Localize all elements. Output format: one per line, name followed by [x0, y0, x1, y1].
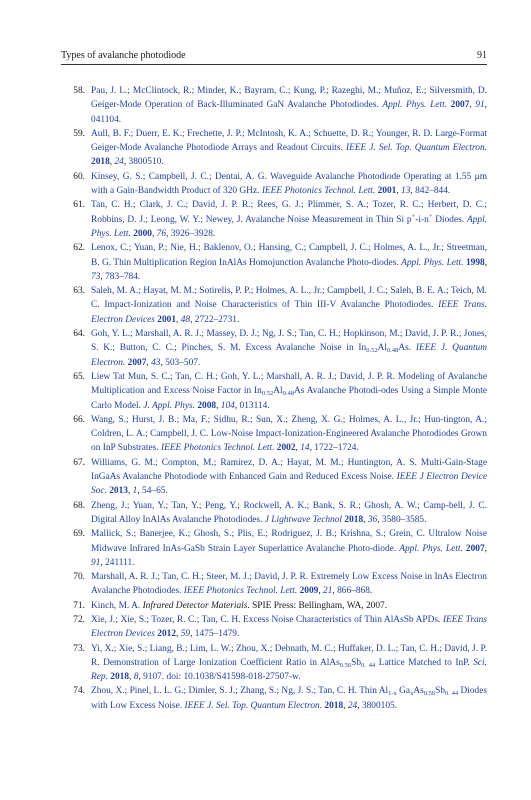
reference-journal: IEEE Photonics Technol. Lett. — [261, 186, 376, 197]
reference-number: 74. — [73, 686, 85, 697]
reference-journal: IEEE J. Sel. Top. Quantum Electron. — [184, 700, 323, 711]
reference-journal: J. Appl. Phys. — [143, 400, 195, 411]
reference-year: 2018 — [344, 514, 364, 525]
reference-authors: Pau, J. L.; McClintock, R.; Minder, K.; Bayram, C.; Kung, P.; Razeghi, M.; Muñoz, E.; Silversmith, D. — [91, 86, 487, 96]
reference-title: Excess Noise Characteristics of Thin AlAsSb APDs. — [240, 614, 441, 625]
reference-publisher: SPIE Press: Bellingham, WA, 2007. — [252, 600, 388, 611]
reference-title-part: Lattice Matched to InP. — [375, 657, 470, 668]
running-title: Types of avalanche photodiode — [61, 50, 186, 61]
reference-title: Multi-Gain-Stage InGaAs Avalanche Photodiode with Enhanced Gain and Reduced Excess Noise. — [91, 457, 487, 483]
reference-title-part: -i-n — [415, 214, 429, 225]
reference-authors: Wang, S.; Hurst, J. B.; Ma, F.; Sidhu, R.; Sun, X.; Zheng, X. G.; Holmes, A. L., Jr.; Hun-tington, A.; Coldren, L. A.; Campbell, J. C. — [91, 414, 487, 440]
reference-title-sup: + — [428, 212, 433, 220]
reference-volume: 24 — [114, 157, 124, 168]
reference-pages: 3926–3928. — [170, 228, 216, 239]
reference-journal: IEEE Trans Electron Devices — [91, 614, 488, 640]
reference-pages: 866–868. — [337, 586, 373, 597]
reference-journal: J Lightwave Technol — [264, 514, 343, 525]
reference-pages: 9107. doi: 10.1038/S41598-018-27507-w. — [143, 672, 301, 683]
reference-volume: 24 — [347, 700, 358, 711]
reference-year: 2002 — [276, 443, 296, 454]
reference-title-sup: + — [411, 212, 416, 220]
reference-pages: 241111. — [105, 557, 135, 568]
reference-year: 2018 — [91, 157, 110, 168]
reference-title-sub: 0.48 — [282, 390, 294, 398]
reference-volume: 91 — [475, 100, 485, 111]
reference-year: 2008 — [197, 400, 217, 411]
reference-journal: Appl. Phys. Lett. — [382, 100, 448, 111]
reference-journal: Sci. Rep. — [91, 657, 488, 683]
reference-title: Thin Multiplication Region InAlAs Homojunction Avalanche Photo-diodes. — [111, 257, 399, 268]
reference-year: 2000 — [133, 228, 152, 239]
reference-title-part: Sb — [435, 686, 446, 697]
reference-number: 62. — [73, 243, 85, 254]
reference-authors: Kinch, M. A. — [91, 600, 141, 611]
reference-item — [61, 327, 487, 370]
reference-title: Avalanche Noise Measurement in Thin Si p — [242, 214, 412, 225]
reference-title-sub: 0.52 — [261, 390, 274, 398]
reference-year: 2007 — [465, 543, 485, 554]
reference-number: 69. — [73, 529, 85, 540]
reference-item — [61, 642, 487, 685]
reference-item — [61, 599, 487, 613]
reference-pages: 503–507. — [165, 357, 201, 368]
reference-pages: 783–784. — [105, 271, 141, 282]
reference-pages: 842–844. — [415, 186, 451, 197]
reference-item — [61, 684, 487, 713]
reference-title: Large-Format Geiger-Mode Avalanche Photodiode Arrays and Readout Circuits. — [91, 128, 487, 154]
reference-pages: 041104. — [91, 114, 122, 125]
reference-journal: Appl. Phys. Lett. — [401, 257, 464, 268]
reference-number: 66. — [73, 414, 85, 425]
reference-number: 63. — [73, 286, 85, 297]
reference-title-sub: 0.52 — [366, 347, 378, 355]
reference-title-sub: x — [410, 690, 414, 698]
reference-authors: Marshall, A. R. J.; Tan, C. H.; Steer, M. J.; David, J. P. R. — [91, 572, 309, 583]
reference-title: Impact-Ionization and Noise Characteristics of Thin III-V Avalanche Photodiodes. — [99, 300, 434, 311]
reference-title-part: Sb — [351, 657, 362, 668]
reference-title-sub: 0. 44 — [361, 661, 376, 669]
reference-volume: 104 — [220, 400, 235, 411]
reference-text: Zhou, X.; Pinel, L. L. G.; Dimler, S. J.; Zhang, S.; Ng, J. S.; Tan, C. H. Thin $Al_{1-x}$ $Ga_xAs_{0.56}Sb_{0. 44}$ Diodes with Low Excess Noise. IEEE J. Sel. Top. Quantum Electron. 2018, 24, 3800105. — [91, 686, 487, 711]
reference-title-part: Modeling of Avalanche Multiplication and Excess Noise Factor in In — [91, 371, 487, 397]
reference-year: 2007 — [450, 100, 470, 111]
reference-title-part: Diodes. — [432, 214, 465, 225]
reference-title-part: Al — [377, 343, 387, 354]
reference-item — [61, 370, 487, 413]
reference-pages: 1475–1479. — [194, 629, 240, 640]
reference-text: Mallick, S.; Banerjee, K.; Ghosh, S.; Plis, E.; Rodriguez, J. B.; Krishna, S.; Grein, C. Ultralow Noise Midwave Infrared InAs-GaSb Strain Layer Superlattice Avalanche Photo-diode. Appl. Phys. Lett. 2007, 91, 241111. — [91, 529, 487, 568]
reference-authors: Lenox, C.; Yuan, P.; Nie, H.; Baklenov, O.; Hansing, C.; Campbell, J. C.; Holmes, A. L., Jr.; Streetman, B. G. — [91, 243, 487, 268]
reference-authors: Liew Tat Mun, S. C.; Tan, C. H.; Goh, Y. L.; Marshall, A. R. J.; David, J. P. R. — [91, 371, 395, 382]
reference-number: 58. — [73, 86, 85, 96]
reference-volume: 8 — [133, 672, 139, 683]
reference-authors: Zheng, J.; Yuan, Y.; Tan, Y.; Peng, Y.; Rockwell, A. K.; Bank, S. R.; Ghosh, A. W.; Camp-bell, J. C. — [91, 500, 487, 511]
reference-journal: IEEE J. Quantum Electron. — [91, 343, 488, 368]
reference-item — [61, 170, 487, 199]
reference-title: Geiger-Mode Operation of Back-Illuminated GaN Avalanche Photodiodes. — [91, 100, 379, 111]
reference-title-sub: 0.56 — [423, 690, 436, 698]
reference-item — [61, 127, 487, 170]
reference-text: Zheng, J.; Yuan, Y.; Tan, Y.; Peng, Y.; Rockwell, A. K.; Bank, S. R.; Ghosh, A. W.; Camp-bell, J. C. Digital Alloy InAlAs Avalanche Photodiodes. J Lightwave Technol 2018, 36, 3580–3585. — [91, 500, 487, 525]
reference-item — [61, 456, 487, 499]
reference-title: Low-Noise Impact-Ionization-Engineered Avalanche Photodiodes Grown on InP Substrates. — [91, 429, 487, 454]
reference-item — [61, 241, 487, 284]
reference-title-sub: 1-x — [388, 690, 397, 698]
reference-title-part: Diodes with Low Excess Noise. — [91, 686, 487, 711]
reference-title-part: Excess Avalanche Noise in In — [240, 343, 367, 354]
reference-volume: 36 — [367, 514, 378, 525]
reference-authors: Yi, X.; Xie, S.; Liang, B.; Lim, L. W.; Zhou, X.; Debnath, M. C.; Huffaker, D. L.; Tan, C. H.; David, J. P. R. — [91, 643, 487, 668]
reference-year: 2018 — [324, 700, 344, 711]
reference-journal: IEEE Photonics Technol. Lett. — [160, 443, 275, 454]
reference-authors: Xie, J.; Xie, S.; Tozer, R. C.; Tan, C. H. — [91, 614, 241, 625]
reference-authors: Kinsey, G. S.; Campbell, J. C.; Dentai, A. G. — [91, 171, 267, 182]
reference-journal: IEEE J Electron Device Soc. — [91, 472, 488, 497]
reference-text: Saleh, M. A.; Hayat, M. M.; Sotirelis, P. P.; Holmes, A. L., Jr.; Campbell, J. C.; Saleh, B. E. A.; Teich, M. C. Impact-Ionization and Noise Characteristics of Thin III-V Avalanche Photodiodes. IEEE Trans. Electron Devices 2001, 48, 2722–2731. — [91, 286, 487, 325]
reference-title-part: As Avalanche Photodi-odes Using a Simple Monte Carlo Model. — [91, 386, 487, 411]
reference-text: Pau, J. L.; McClintock, R.; Minder, K.; Bayram, C.; Kung, P.; Razeghi, M.; Muñoz, E.; Silversmith, D. Geiger-Mode Operation of Back-Illuminated GaN Avalanche Photodiodes. Appl. Phys. Lett. 2007, 91, 041104. — [91, 86, 488, 125]
reference-pages: 3580–3585. — [381, 514, 427, 525]
reference-number: 70. — [73, 572, 85, 583]
reference-volume: 21 — [323, 586, 333, 597]
reference-item — [61, 284, 487, 327]
reference-item — [61, 84, 487, 127]
reference-text: Marshall, A. R. J.; Tan, C. H.; Steer, M. J.; David, J. P. R. Extremely Low Excess Noise in InAs Electron Avalanche Photodiodes. IEEE Photonics Technol. Lett. 2009, 21, 866–868. — [91, 572, 487, 597]
reference-volume: 48 — [180, 314, 191, 325]
reference-authors: Zhou, X.; Pinel, L. L. G.; Dimler, S. J.; Zhang, S.; Ng, J. S.; Tan, C. H. — [91, 686, 357, 697]
reference-item — [61, 198, 487, 241]
reference-authors: Tan, C. H.; Clark, J. C.; David, J. P. R.; Rees, G. J.; Plimmer, S. A.; Tozer, R. C.; Herbert, D. C.; Robbins, D. J.; Leong, W. Y.; Newey, J. — [91, 200, 487, 225]
reference-title-part: Thin Al — [357, 686, 389, 697]
reference-text: Yi, X.; Xie, S.; Liang, B.; Lim, L. W.; Zhou, X.; Debnath, M. C.; Huffaker, D. L.; Tan, C. H.; David, J. P. R. Demonstration of Large Ionization Coefficient Ratio in $AlAs_{0.56}Sb_{0. 44}$ Lattice Matched to InP. Sci. Rep. 2018, 8, 9107. doi: 10.1038/S41598-018-27507-w. — [91, 643, 488, 683]
reference-journal: IEEE Photonics Technol. Lett. — [183, 586, 298, 597]
reference-year: 2001 — [157, 314, 177, 325]
reference-number: 64. — [73, 329, 85, 340]
reference-title: Ultralow Noise Midwave Infrared InAs-GaSb Strain Layer Superlattice Avalanche Photo-diode. — [91, 529, 487, 554]
reference-item — [61, 499, 487, 528]
reference-volume: 14 — [300, 443, 310, 454]
reference-pages: 013114. — [239, 400, 270, 411]
reference-title-sub: 0. 44 — [445, 690, 459, 698]
reference-title: Waveguide Avalanche Photodiode Operating at 1.55 μm with a Gain-Bandwidth Product of 320 GHz. — [91, 171, 487, 197]
reference-book-title: Infrared Detector Materials — [142, 600, 248, 611]
reference-number: 65. — [73, 371, 85, 382]
reference-authors: Mallick, S.; Banerjee, K.; Ghosh, S.; Plis, E.; Rodriguez, J. B.; Krishna, S.; Grein, C. — [91, 529, 425, 540]
reference-text: Williams, G. M.; Compton, M.; Ramirez, D. A.; Hayat, M. M.; Huntington, A. S. Multi-Gain-Stage InGaAs Avalanche Photodiode with Enhanced Gain and Reduced Excess Noise. IEEE J Electron Device Soc. 2013, 1, 54–65. — [91, 457, 488, 497]
reference-text: Liew Tat Mun, S. C.; Tan, C. H.; Goh, Y. L.; Marshall, A. R. J.; David, J. P. R. Modeling of Avalanche Multiplication and Excess Noise Factor in $In_{0.52}Al_{0.48}As$ Avalanche Photodi-odes Using a Simple Monte Carlo Model. J. Appl. Phys. 2008, 104, 013114. — [91, 371, 487, 411]
reference-text: Lenox, C.; Yuan, P.; Nie, H.; Baklenov, O.; Hansing, C.; Campbell, J. C.; Holmes, A. L., Jr.; Streetman, B. G. Thin Multiplication Region InAlAs Homojunction Avalanche Photo-diodes. Appl. Phys. Lett. 1998, 73, 783–784. — [91, 243, 488, 282]
reference-text: Tan, C. H.; Clark, J. C.; David, J. P. R.; Rees, G. J.; Plimmer, S. A.; Tozer, R. C.; Herbert, D. C.; Robbins, D. J.; Leong, W. Y.; Newey, J. Avalanche Noise Measurement in Thin Si p+-i-n+ Diodes. Appl. Phys. Lett. 2000, 76, 3926–3928. — [91, 200, 488, 239]
reference-number: 72. — [73, 614, 85, 625]
reference-number: 68. — [73, 500, 85, 511]
reference-title-part: As. — [398, 343, 412, 354]
reference-number: 73. — [73, 643, 85, 654]
reference-text: Kinsey, G. S.; Campbell, J. C.; Dentai, A. G. Waveguide Avalanche Photodiode Operating at 1.55 μm with a Gain-Bandwidth Product of 320 GHz. IEEE Photonics Technol. Lett. 2001, 13, 842–844. — [91, 171, 487, 197]
reference-year: 2001 — [377, 186, 397, 197]
reference-year: 2018 — [110, 672, 130, 683]
reference-number: 67. — [73, 457, 85, 468]
reference-number: 59. — [73, 128, 85, 139]
header-rule — [61, 64, 487, 65]
reference-year: 2012 — [157, 629, 177, 640]
reference-title-part: Demonstration of Large Ionization Coefficient Ratio in AlAs — [99, 657, 340, 668]
reference-journal: IEEE Trans. Electron Devices — [91, 300, 487, 325]
reference-text: Goh, Y. L.; Marshall, A. R. J.; Massey, D. J.; Ng, J. S.; Tan, C. H.; Hopkinson, M.; David, J. P. R.; Jones, S. K.; Button, C. C.; Pinches, S. M. Excess Avalanche Noise in $In_{0.52}Al_{0.48}As$. IEEE J. Quantum Electron. 2007, 43, 503–507. — [91, 329, 488, 368]
reference-title: Extremely Low Excess Noise in InAs Electron Avalanche Photodiodes. — [91, 572, 487, 597]
reference-volume: 1 — [132, 486, 138, 497]
reference-number: 71. — [73, 600, 85, 611]
reference-title-sub: 0.56 — [339, 661, 352, 669]
reference-text: Xie, J.; Xie, S.; Tozer, R. C.; Tan, C. H. Excess Noise Characteristics of Thin AlAsSb APDs. IEEE Trans Electron Devices 2012, 59, 1475–1479. — [91, 614, 488, 640]
reference-title-part: Al — [273, 386, 283, 397]
page-number: 91 — [477, 50, 487, 61]
reference-pages: 3800105. — [361, 700, 398, 711]
reference-journal: Appl. Phys. Lett. — [91, 214, 488, 239]
reference-pages: 54–65. — [142, 486, 168, 497]
reference-journal: Appl. Phys. Lett. — [399, 543, 463, 554]
reference-number: 61. — [73, 200, 85, 211]
reference-pages: 2722–2731. — [194, 314, 240, 325]
reference-volume: 59 — [180, 629, 191, 640]
reference-year: 2009 — [299, 586, 319, 597]
reference-volume: 76 — [156, 228, 166, 239]
reference-authors: Aull, B. F.; Duerr, E. K.; Frechette, J. P.; McIntosh, K. A.; Schuette, D. R.; Younger, R. D. — [91, 128, 433, 139]
reference-item — [61, 613, 487, 642]
reference-text: Kinch, M. A. Infrared Detector Materials. SPIE Press: Bellingham, WA, 2007. — [91, 600, 388, 611]
reference-number: 60. — [73, 171, 85, 182]
reference-text: Wang, S.; Hurst, J. B.; Ma, F.; Sidhu, R.; Sun, X.; Zheng, X. G.; Holmes, A. L., Jr.; Hun-tington, A.; Coldren, L. A.; Campbell, J. C. Low-Noise Impact-Ionization-Engineered Avalanche Photodiodes Grown on InP Substrates. IEEE Photonics Technol. Lett. 2002, 14, 1722–1724. — [91, 414, 487, 454]
reference-item — [61, 413, 487, 456]
reference-item — [61, 527, 487, 570]
reference-pages: 3800510. — [128, 157, 164, 168]
reference-volume: 13 — [401, 186, 411, 197]
reference-journal: IEEE J. Sel. Top. Quantum Electron. — [345, 143, 487, 154]
reference-volume: 43 — [151, 357, 161, 368]
running-header — [61, 50, 487, 62]
reference-title-sub: 0.48 — [386, 347, 399, 355]
reference-year: 2007 — [127, 357, 147, 368]
reference-authors: Saleh, M. A.; Hayat, M. M.; Sotirelis, P. P.; Holmes, A. L., Jr.; Campbell, J. C.; Saleh, B. E. A.; Teich, M. C. — [91, 286, 487, 311]
reference-volume: 73 — [91, 271, 101, 282]
reference-item — [61, 570, 487, 599]
reference-title-part: As — [413, 686, 424, 697]
reference-text: Aull, B. F.; Duerr, E. K.; Frechette, J. P.; McIntosh, K. A.; Schuette, D. R.; Younger, R. D. Large-Format Geiger-Mode Avalanche Photodiode Arrays and Readout Circuits. IEEE J. Sel. Top. Quantum Electron. 2018, 24, 3800510. — [91, 128, 487, 168]
reference-year: 1998 — [465, 257, 485, 268]
reference-title-part: Ga — [396, 686, 411, 697]
reference-list — [61, 84, 487, 713]
reference-title: Digital Alloy InAlAs Avalanche Photodiodes. — [91, 514, 263, 525]
reference-volume: 91 — [91, 557, 101, 568]
reference-authors: Williams, G. M.; Compton, M.; Ramirez, D. A.; Hayat, M. M.; Huntington, A. S. — [91, 457, 417, 468]
reference-year: 2013 — [109, 486, 128, 497]
reference-authors: Goh, Y. L.; Marshall, A. R. J.; Massey, D. J.; Ng, J. S.; Tan, C. H.; Hopkinson, M.; David, J. P. R.; Jones, S. K.; Button, C. C.; Pinches, S. M. — [91, 329, 487, 354]
reference-pages: 1722–1724. — [314, 443, 359, 454]
